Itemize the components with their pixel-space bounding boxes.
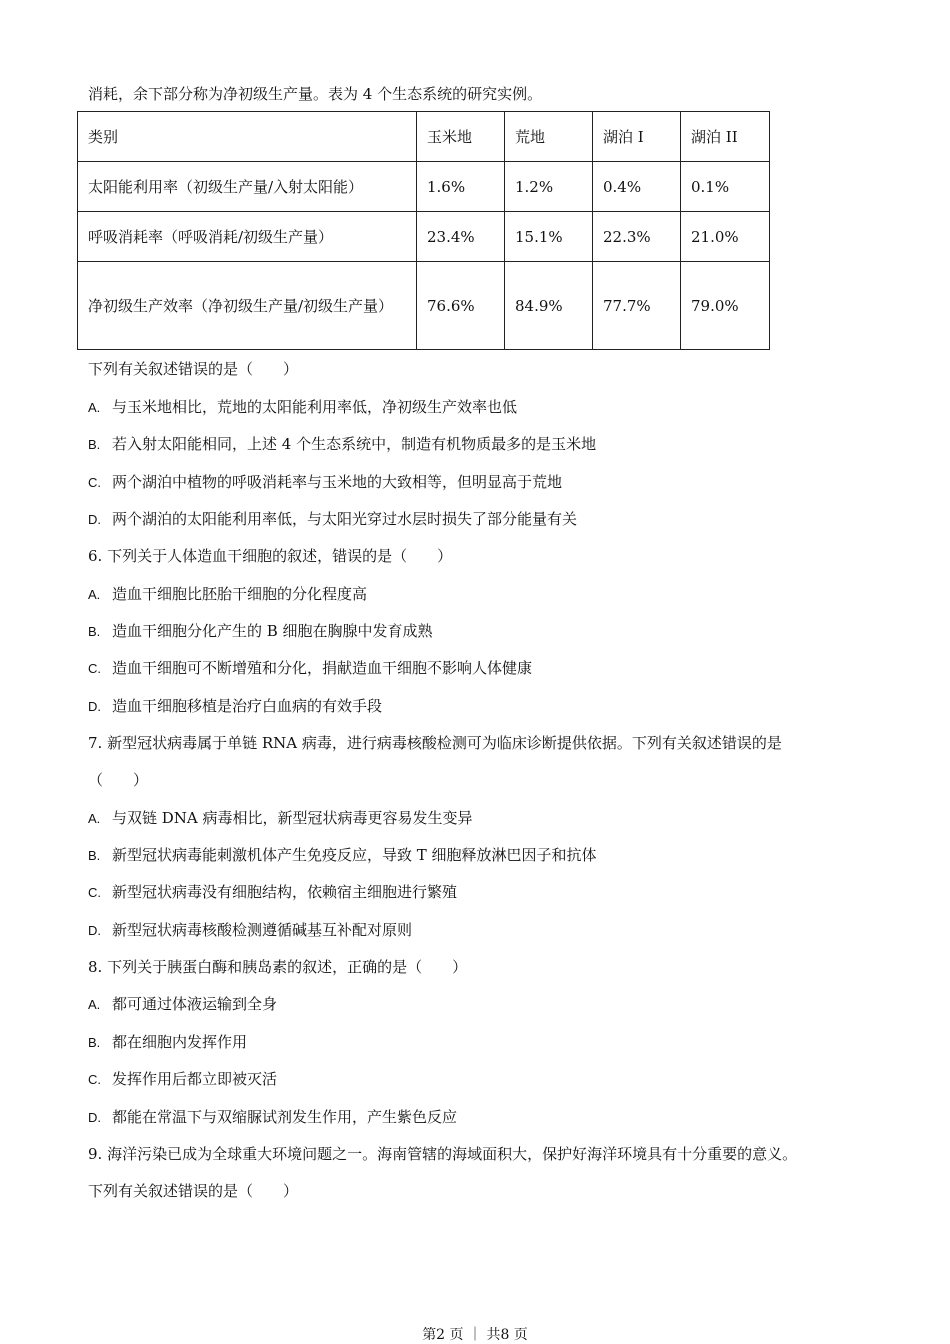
option-text: 两个湖泊的太阳能利用率低，与太阳光穿过水层时损失了部分能量有关 <box>112 510 578 528</box>
option-letter: A. <box>88 997 101 1012</box>
q6-stem: 6. 下列关于人体造血干细胞的叙述，错误的是（ ） <box>88 547 453 565</box>
ecosystem-table <box>77 111 770 350</box>
option-letter: B. <box>88 1035 101 1050</box>
table-row <box>78 212 770 262</box>
option-text: 都可通过体液运输到全身 <box>112 995 278 1013</box>
table-header-cell: 玉米地 <box>417 112 505 162</box>
option-text: 与双链 DNA 病毒相比，新型冠状病毒更容易发生变异 <box>112 809 473 827</box>
option-letter: A. <box>88 400 101 415</box>
option-letter: D. <box>88 923 101 938</box>
option-letter: C. <box>88 1072 101 1087</box>
option-letter: D. <box>88 512 101 527</box>
q8-stem: 8. 下列关于胰蛋白酶和胰岛素的叙述，正确的是（ ） <box>88 958 468 976</box>
option-text: 都在细胞内发挥作用 <box>112 1033 248 1051</box>
q7-option-c <box>88 882 457 903</box>
table-header-row <box>78 112 770 162</box>
option-letter: D. <box>88 1110 101 1125</box>
q8-option-d <box>88 1107 457 1128</box>
option-text: 造血干细胞可不断增殖和分化，捐献造血干细胞不影响人体健康 <box>112 659 533 677</box>
q7-option-a <box>88 808 473 829</box>
option-letter: A. <box>88 587 101 602</box>
q6-option-a <box>88 584 367 605</box>
table-cell: 净初级生产效率（净初级生产量/初级生产量） <box>78 262 417 350</box>
option-letter: B. <box>88 437 101 452</box>
q5-option-a <box>88 397 517 418</box>
table-header-cell: 湖泊 I <box>593 112 681 162</box>
table-cell: 84.9% <box>505 262 593 350</box>
table-cell: 22.3% <box>593 212 681 262</box>
q7-stem: 7. 新型冠状病毒属于单链 RNA 病毒，进行病毒核酸检测可为临床诊断提供依据。下列有关叙述错误的是 <box>88 734 782 752</box>
table-cell: 77.7% <box>593 262 681 350</box>
table-header-cell: 类别 <box>78 112 417 162</box>
option-letter: A. <box>88 811 101 826</box>
option-text: 若入射太阳能相同，上述 4 个生态系统中，制造有机物质最多的是玉米地 <box>112 435 597 453</box>
option-text: 造血干细胞分化产生的 B 细胞在胸腺中发育成熟 <box>112 622 433 640</box>
q8-option-a <box>88 994 277 1015</box>
q7-option-b <box>88 845 597 866</box>
table-cell: 23.4% <box>417 212 505 262</box>
table-cell: 1.6% <box>417 162 505 212</box>
option-text: 新型冠状病毒能刺激机体产生免疫反应，导致 T 细胞释放淋巴因子和抗体 <box>112 846 597 864</box>
table-cell: 0.1% <box>681 162 770 212</box>
table-cell: 太阳能利用率（初级生产量/入射太阳能） <box>78 162 417 212</box>
option-text: 新型冠状病毒没有细胞结构，依赖宿主细胞进行繁殖 <box>112 883 458 901</box>
option-text: 造血干细胞移植是治疗白血病的有效手段 <box>112 697 383 715</box>
table-cell: 21.0% <box>681 212 770 262</box>
option-letter: D. <box>88 699 101 714</box>
option-text: 两个湖泊中植物的呼吸消耗率与玉米地的大致相等，但明显高于荒地 <box>112 473 563 491</box>
q9-stem: 9. 海洋污染已成为全球重大环境问题之一。海南管辖的海域面积大，保护好海洋环境具有十分重要的意义。 <box>88 1145 798 1163</box>
option-text: 都能在常温下与双缩脲试剂发生作用，产生紫色反应 <box>112 1108 458 1126</box>
table-cell: 76.6% <box>417 262 505 350</box>
table-cell: 呼吸消耗率（呼吸消耗/初级生产量） <box>78 212 417 262</box>
option-text: 发挥作用后都立即被灭活 <box>112 1070 278 1088</box>
q5-option-c <box>88 472 562 493</box>
q8-option-c <box>88 1069 277 1090</box>
q7-option-d <box>88 920 412 941</box>
q8-option-b <box>88 1032 247 1053</box>
option-text: 造血干细胞比胚胎干细胞的分化程度高 <box>112 585 368 603</box>
page-footer: 第2 页 ｜ 共8 页 <box>422 1327 528 1343</box>
q5-option-d <box>88 509 577 530</box>
option-letter: C. <box>88 885 101 900</box>
option-letter: C. <box>88 661 101 676</box>
table-cell: 1.2% <box>505 162 593 212</box>
q7-stem-bracket: （ ） <box>88 771 149 789</box>
option-letter: B. <box>88 624 101 639</box>
option-letter: C. <box>88 475 101 490</box>
intro-text: 消耗，余下部分称为净初级生产量。表为 4 个生态系统的研究实例。 <box>88 85 543 103</box>
option-text: 新型冠状病毒核酸检测遵循碱基互补配对原则 <box>112 921 413 939</box>
table-header-cell: 湖泊 II <box>681 112 770 162</box>
table-row <box>78 262 770 350</box>
q5-option-b <box>88 434 596 455</box>
q6-option-d <box>88 696 382 717</box>
option-letter: B. <box>88 848 101 863</box>
table-cell: 79.0% <box>681 262 770 350</box>
table-cell: 15.1% <box>505 212 593 262</box>
table-cell: 0.4% <box>593 162 681 212</box>
q6-option-c <box>88 658 532 679</box>
q9-stem-line2: 下列有关叙述错误的是（ ） <box>88 1182 299 1200</box>
table-row <box>78 162 770 212</box>
q6-option-b <box>88 621 433 642</box>
table-header-cell: 荒地 <box>505 112 593 162</box>
q5-stem: 下列有关叙述错误的是（ ） <box>88 360 299 378</box>
option-text: 与玉米地相比，荒地的太阳能利用率低，净初级生产效率也低 <box>112 398 518 416</box>
